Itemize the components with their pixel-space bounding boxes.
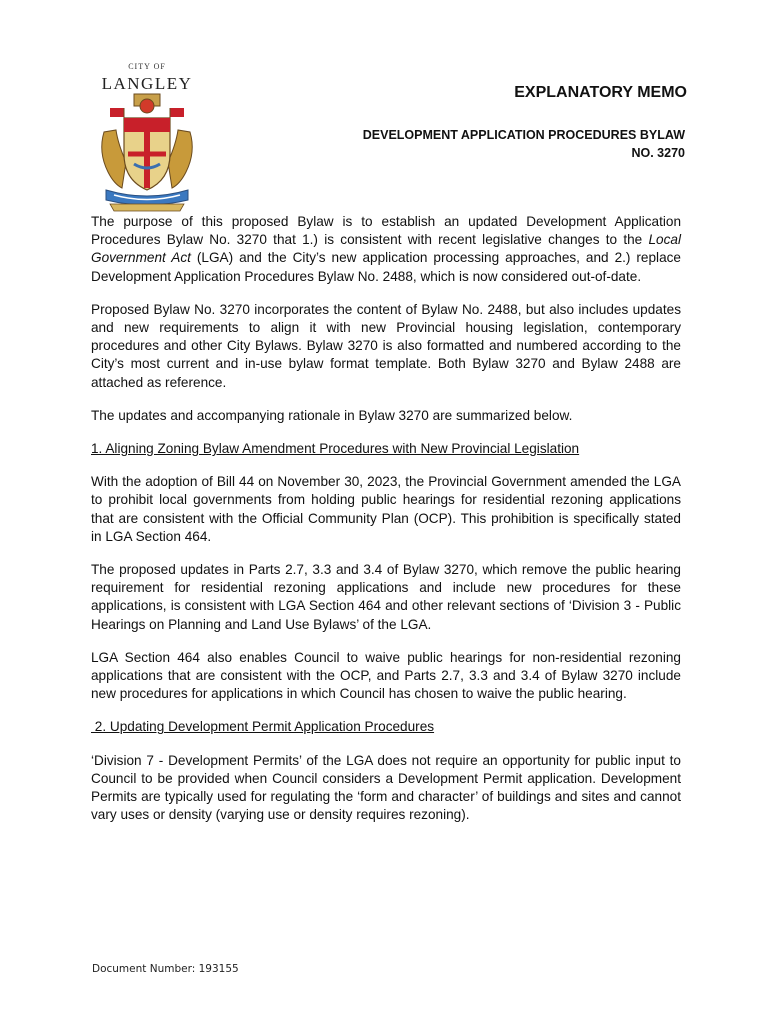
section-1-paragraph-1: With the adoption of Bill 44 on November 30, 2023, the Provincial Government amended the LGA to prohibit local governments from holding public hearings for residential rezoning applications that are consistent with the Official Community Plan (OCP). This prohibition is specifically stated in LGA Section 464. xyxy=(91,474,681,544)
coat-of-arms-icon xyxy=(94,92,200,212)
section-1-paragraph-2: The proposed updates in Parts 2.7, 3.3 and 3.4 of Bylaw 3270, which remove the public hearing requirement for residential rezoning applications and include new procedures for these applications, is consistent with LGA Section 464 and other relevant sections of ‘Division 3 - Public Hearings on Planning and Land Use Bylaws’ of the LGA. xyxy=(91,562,681,632)
city-logo xyxy=(94,62,200,212)
section-2-paragraph-1: ‘Division 7 - Development Permits’ of the LGA does not require an opportunity for public input to Council to be provided when Council considers a Development Permit application. Development Permits are typically used for regulating the ‘form and character’ of buildings and sites and cannot vary uses or density (varying use or density requires rezoning). xyxy=(91,752,681,823)
logo-city-of: CITY OF xyxy=(128,62,166,71)
intro-paragraph-3: The updates and accompanying rationale in Bylaw 3270 are summarized below. xyxy=(91,407,573,423)
section-2-heading: 2. Updating Development Permit Application Procedures xyxy=(91,719,435,735)
subtitle-line-1: DEVELOPMENT APPLICATION PROCEDURES BYLAW xyxy=(362,128,685,142)
document-number: Document Number: 193155 xyxy=(92,963,239,975)
intro-paragraph-1: The purpose of this proposed Bylaw is to establish an updated Development Application Procedures Bylaw No. 3270 that 1.) is consistent with recent legislative changes to the Local Government Act (LGA) and the City’s new application processing approaches, and 2.) replace Development Application Procedures Bylaw No. 2488, which is now considered out-of-date. xyxy=(91,214,681,284)
intro-paragraph-2: Proposed Bylaw No. 3270 incorporates the content of Bylaw No. 2488, but also includes updates and new requirements to align it with new Provincial housing legislation, contemporary procedures and other City Bylaws. Bylaw 3270 is also formatted and numbered according to the City’s most current and in-use bylaw format template. Both Bylaw 3270 and Bylaw 2488 are attached as reference. xyxy=(91,301,681,390)
memo-body xyxy=(91,213,681,839)
section-1-heading: 1. Aligning Zoning Bylaw Amendment Procedures with New Provincial Legislation xyxy=(91,441,580,457)
lga-italic: Local Government Act xyxy=(91,232,681,266)
logo-name: LANGLEY xyxy=(101,74,193,93)
section-1-paragraph-3: LGA Section 464 also enables Council to waive public hearings for non-residential rezoning applications that are consistent with the OCP, and Parts 2.7, 3.3 and 3.4 of Bylaw 3270 include new procedures for applications in which Council has chosen to waive the public hearing. xyxy=(91,649,681,702)
memo-title: EXPLANATORY MEMO xyxy=(514,84,687,101)
memo-subtitle xyxy=(265,126,685,162)
subtitle-line-2: NO. 3270 xyxy=(631,146,685,160)
